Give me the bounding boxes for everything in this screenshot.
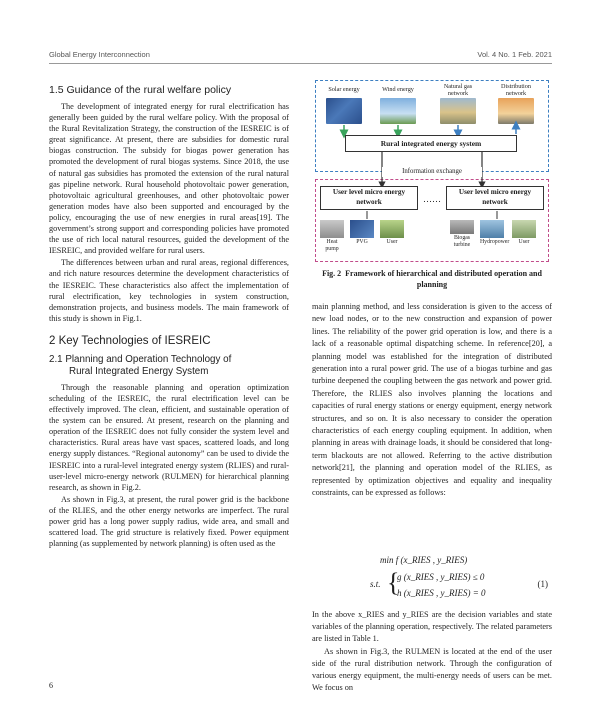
left-column [49, 84, 289, 549]
paragraph: In the above x_RIES and y_RIES are the decision variables and state variables of the planning operation, respectively. The related parameters are listed in Table 1. [312, 610, 552, 644]
device-pvg [350, 220, 374, 246]
section-2-1-heading [49, 354, 289, 379]
ellipsis: …… [423, 194, 441, 204]
section-1-5-heading: 1.5 Guidance of the rural welfare policy [49, 84, 232, 96]
source-label: Wind energy [382, 86, 414, 93]
running-header [49, 50, 552, 64]
equation-equality: h (x_RIES , y_RIES) = 0 [397, 588, 486, 598]
device-label: User [518, 239, 530, 245]
equation-brace: { [387, 568, 400, 597]
information-exchange-label: Information exchange [382, 167, 482, 177]
equation-objective: min f (x_RIES , y_RIES) [380, 555, 468, 565]
house-icon [512, 220, 536, 238]
page-number: 6 [49, 681, 53, 690]
paragraph: main planning method, and less consideration is given to the access of new load nodes, or to the new construction and expansion of power lines. The reliability of the power grid operation is low, and there is a lack of a reasonable optimal dispatching scheme. In reference[20], a planning model was established for the integration of distributed generation into a rural power grid. The use of a biogas turbine and gas turbine deepened the coupling between the gas network and power grid. Therefore, the RLIES also involves planning the locations and capacities of rural energy stations or energy equipment, energy network structures, and so on. It is also necessary to consider the operation characteristics of each energy coupling equipment. In addition, when planning in areas with drainage loads, it should be considered that long-term blackouts are not allowed. Referring to the active distribution network[21], the planning and operation model of the RLIES, as represented by optimization objectives and equality and inequality constraints, can be expressed as follows: [312, 302, 552, 498]
device-biogas [450, 220, 474, 248]
heat-pump-icon [320, 220, 344, 238]
house-icon [380, 220, 404, 238]
equation-inequality: g (x_RIES , y_RIES) ≤ 0 [397, 572, 485, 582]
right-column [312, 301, 552, 500]
rural-integrated-energy-system: Rural integrated energy system [345, 135, 517, 152]
user-micro-network-left: User level micro energy network [320, 186, 418, 210]
source-label: Distribution network [501, 83, 531, 97]
user-micro-network-right: User level micro energy network [446, 186, 544, 210]
source-label: Solar energy [328, 86, 360, 93]
equation-number: (1) [537, 579, 548, 589]
right-column-lower [312, 609, 552, 694]
device-hydropower [480, 220, 510, 246]
device-heat-pump [320, 220, 344, 252]
hydropower-icon [480, 220, 504, 238]
equation-1 [370, 555, 550, 607]
issue-info: Vol. 4 No. 1 Feb. 2021 [477, 50, 552, 59]
device-label: Biogas turbine [453, 235, 471, 248]
paragraph: The differences between urban and rural areas, regional differences, and rich nature resources determine the development characteristics of the IESREIC. These characteristics also affect the implementation of rural electrification, key technologies in system construction, demonstration projects, and business models. The main framework of this study is shown in Fig.1. [49, 258, 289, 323]
biogas-turbine-icon [450, 220, 474, 234]
device-user-left [380, 220, 404, 246]
source-label: Natural gas network [443, 83, 473, 97]
device-label: User [386, 239, 398, 245]
device-label: Heat pump [325, 239, 339, 252]
equation-st: s.t. [370, 579, 381, 589]
section-2-1-heading-line2: Rural Integrated Energy System [69, 366, 209, 378]
paragraph: As shown in Fig.3, the RULMEN is located at the end of the user side of the rural distribution network. Through the configuration of various energy equipment, the multi-energy needs of users can be met. We focus on [312, 646, 552, 693]
caption-number: Fig. 2 [322, 269, 342, 278]
caption-text: Framework of hierarchical and distributed operation and planning [345, 269, 542, 289]
paragraph: Through the reasonable planning and operation optimization scheduling of the IESREIC, the rural electrification level can be effectively improved. The clean, efficient, and sustainable operation of the system can be ensured. At present, research on the planning and operation of the IESREIC does not fully consider the system level and characteristics. Rural areas have vast spaces, scattered loads, and long energy supply distances. “Regional autonomy” can be used to divide the IESREIC into a rural-level integrated energy system (RLIES) and rural-user-level micro-energy network (RULMEN) for hierarchical planning research, as shown in Fig.2. [49, 382, 289, 492]
device-label: PVG [356, 239, 368, 245]
figure-2 [312, 80, 552, 260]
section-2-1-heading-line1: 2.1 Planning and Operation Technology of [49, 353, 232, 365]
paragraph: The development of integrated energy for rural electrification has generally been guided by the rural welfare policy. With the proposal of the Rural Revitalization Strategy, the construction of the IESREIC is of great significance. At present, there are subsidies for domestic rural biogas construction. The subsidy for biogas power generation has promoted the development of rural biogas systems. Since 2018, the use of natural gas subsidies has promoted the extension of the rural natural gas pipeline network. Rural household photovoltaic power generation, photovoltaic agricultural greenhouses, and other photovoltaic power generation modes have also been supported and encouraged by the policy, encouraging the use of new energies in rural areas[19]. The government’s strong support and corresponding policies have promoted the use of rich local natural resources, guided the development of the IESREIC, and provided welfare for rural users. [49, 102, 289, 256]
section-2-heading: 2 Key Technologies of IESREIC [49, 334, 211, 347]
paragraph: As shown in Fig.3, at present, the rural power grid is the backbone of the RLIES, and the other energy networks are imperfect. The rural power grid has a long power supply radius, wide area, and small and scattered load. The grid structure is relatively fixed. Power equipment planning (as supplemented by network planning) is often used as the [49, 494, 289, 549]
journal-name: Global Energy Interconnection [49, 50, 150, 59]
header-rule [49, 63, 552, 64]
figure-2-caption [312, 269, 552, 290]
device-user-right [512, 220, 536, 246]
device-label: Hydropower [480, 239, 510, 245]
pvg-icon [350, 220, 374, 238]
